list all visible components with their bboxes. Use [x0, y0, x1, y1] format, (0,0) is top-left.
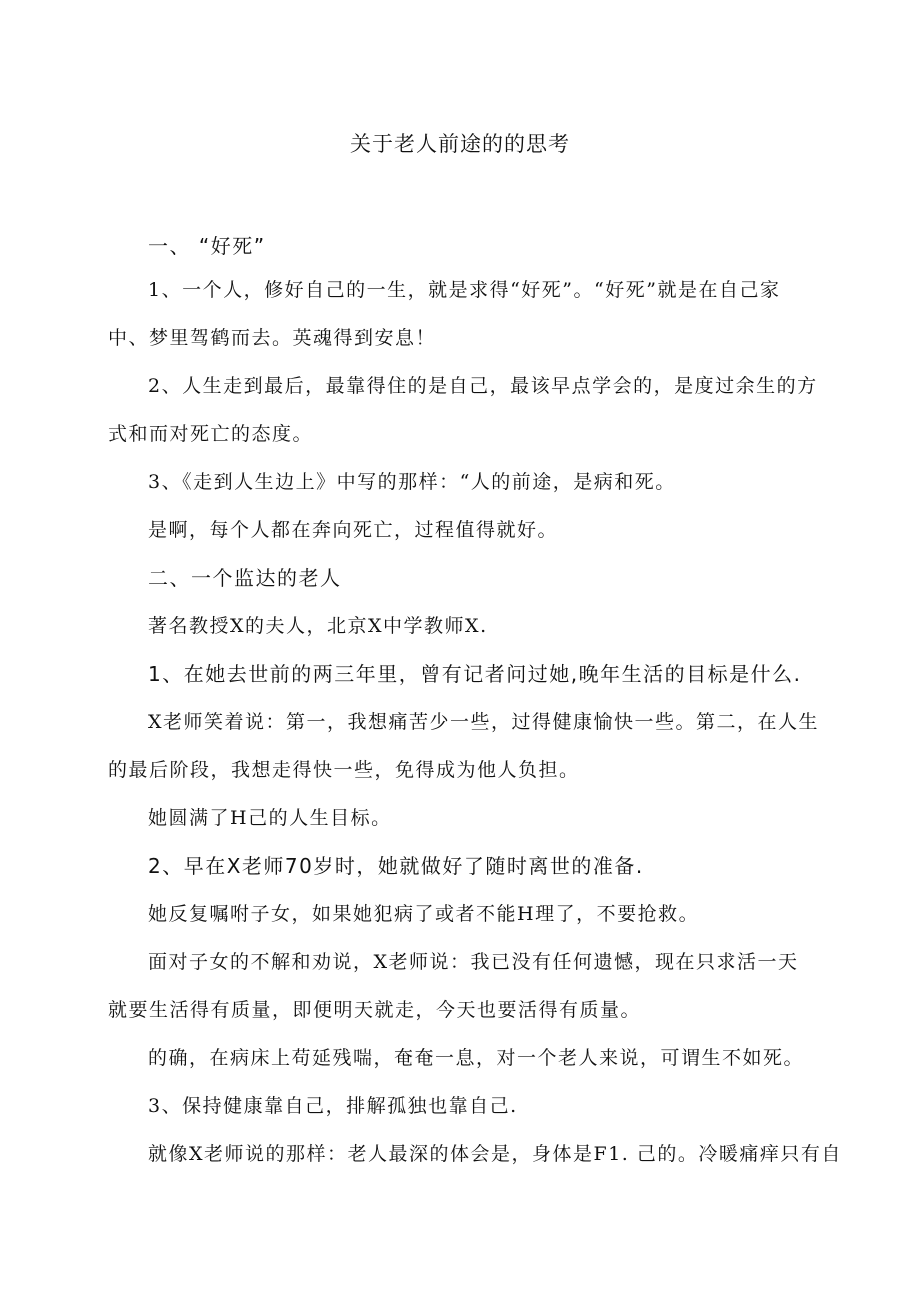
item-1: 1、在她去世前的两三年里，曾有记者问过她,晚年生活的目标是什么. [148, 662, 802, 686]
paragraph-4: 是啊，每个人都在奔向死亡，过程值得就好。 [148, 519, 559, 541]
section-heading-elder: 二、一个监达的老人 [148, 566, 342, 590]
item-1-answer [108, 698, 820, 794]
item-2-detail: 她反复嘱咐子女，如果她犯病了或者不能H理了，不要抢救。 [148, 903, 700, 925]
item-3: 3、保持健康靠自己，排解孤独也靠自己. [148, 1095, 518, 1117]
item-2-quote [108, 938, 816, 1034]
item-2-comment: 的确，在病床上苟延残喘，奄奄一息，对一个老人来说，可谓生不如死。 [148, 1047, 805, 1069]
item-3-detail: 就像X老师说的那样：老人最深的体会是，身体是F1. 己的。冷暖痛痒只有自 [148, 1143, 842, 1165]
paragraph-3: 3、《走到人生边上》中写的那样：“人的前途，是病和死。 [148, 471, 676, 493]
intro-paragraph: 著名教授X的夫人，北京X中学教师X. [148, 615, 488, 637]
paragraph-2 [108, 362, 816, 458]
paragraph-2-line-2: 式和而对死亡的态度。 [108, 423, 314, 445]
section-heading-good-death: 一、 “好死” [148, 234, 266, 258]
item-2: 2、早在X老师70岁时，她就做好了随时离世的准备. [148, 854, 644, 878]
item-1-answer-line-2: 的最后阶段，我想走得快一些，免得成为他人负担。 [108, 759, 580, 781]
item-1-answer-line-1: X老师笑着说：第一，我想痛苦少一些，过得健康愉快一些。第二，在人生 [148, 711, 820, 733]
item-2-quote-line-1: 面对子女的不解和劝说，X老师说：我已没有任何遗憾，现在只求活一天 [148, 951, 799, 973]
document-title: 关于老人前途的的思考 [350, 132, 570, 156]
paragraph-1-line-2: 中、梦里驾鹤而去。英魂得到安息！ [108, 327, 437, 349]
paragraph-2-line-1: 2、人生走到最后，最靠得住的是自己，最该早点学会的，是度过余生的方 [148, 375, 818, 397]
item-1-result: 她圆满了H己的人生目标。 [148, 807, 392, 829]
item-2-quote-line-2: 就要生活得有质量，即便明天就走，今天也要活得有质量。 [108, 999, 642, 1021]
paragraph-1-line-1: 1、一个人，修好自己的一生，就是求得“好死”。“好死”就是在自己家 [148, 279, 781, 301]
paragraph-1 [108, 266, 816, 362]
